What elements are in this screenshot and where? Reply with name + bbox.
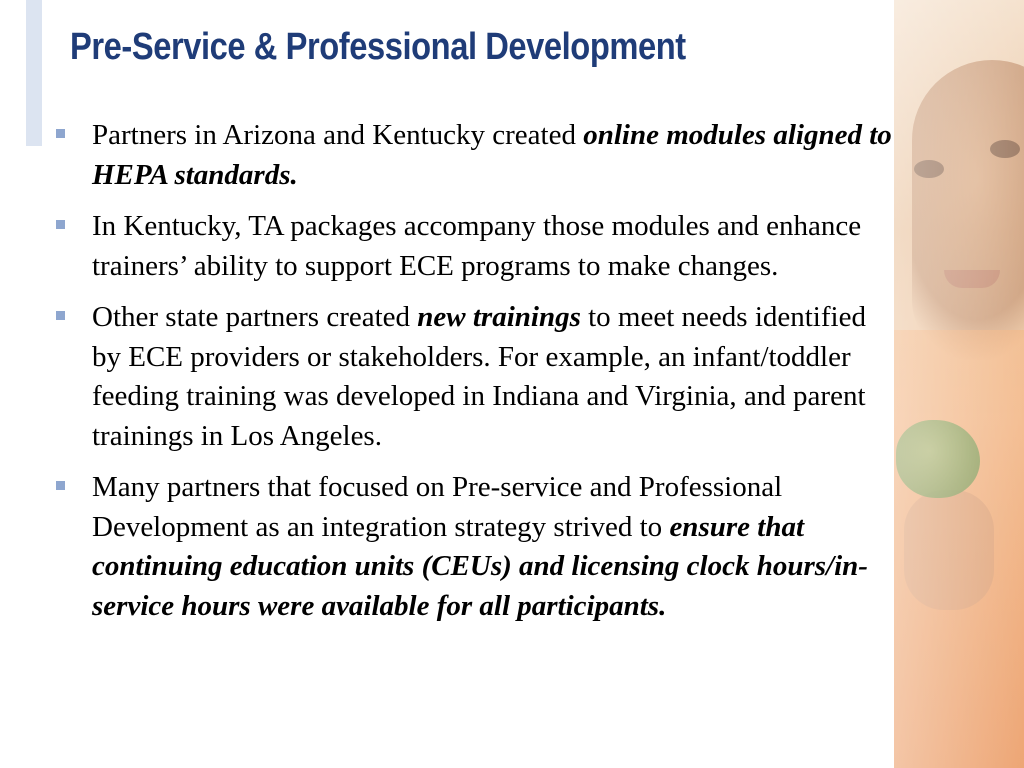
bullet-text: to meet needs identified by ECE providers or stakeholders. For example, an infant/toddler feeding training was developed in Indiana and Virginia, and parent trainings in Los Angeles. <box>92 301 866 452</box>
bullet-item <box>52 468 892 626</box>
bullet-text: Partners in Arizona and Kentucky created <box>92 119 584 151</box>
bullet-item <box>52 207 892 286</box>
bullet-text: In Kentucky, TA packages accompany those modules and enhance trainers’ ability to support ECE programs to make changes. <box>92 210 862 282</box>
bullet-emphasis: ensure that continuing education units (CEUs) and licensing clock hours/in-service hours were available for all participants. <box>92 510 868 622</box>
bullet-list <box>52 116 892 638</box>
bullet-marker-icon <box>56 481 65 490</box>
photo-fade-overlay <box>894 0 1024 768</box>
bullet-item <box>52 116 892 195</box>
child-photo <box>894 0 1024 768</box>
bullet-marker-icon <box>56 129 65 138</box>
bullet-text: Other state partners created <box>92 301 418 333</box>
accent-bar <box>26 0 42 146</box>
bullet-item <box>52 298 892 456</box>
slide-title: Pre-Service & Professional Development <box>70 26 686 68</box>
bullet-emphasis: online modules aligned to HEPA standards. <box>92 119 892 191</box>
bullet-marker-icon <box>56 311 65 320</box>
bullet-marker-icon <box>56 220 65 229</box>
bullet-text: Many partners that focused on Pre-service and Professional Development as an integration strategy strived to <box>92 471 783 543</box>
bullet-emphasis: new trainings <box>417 301 581 333</box>
